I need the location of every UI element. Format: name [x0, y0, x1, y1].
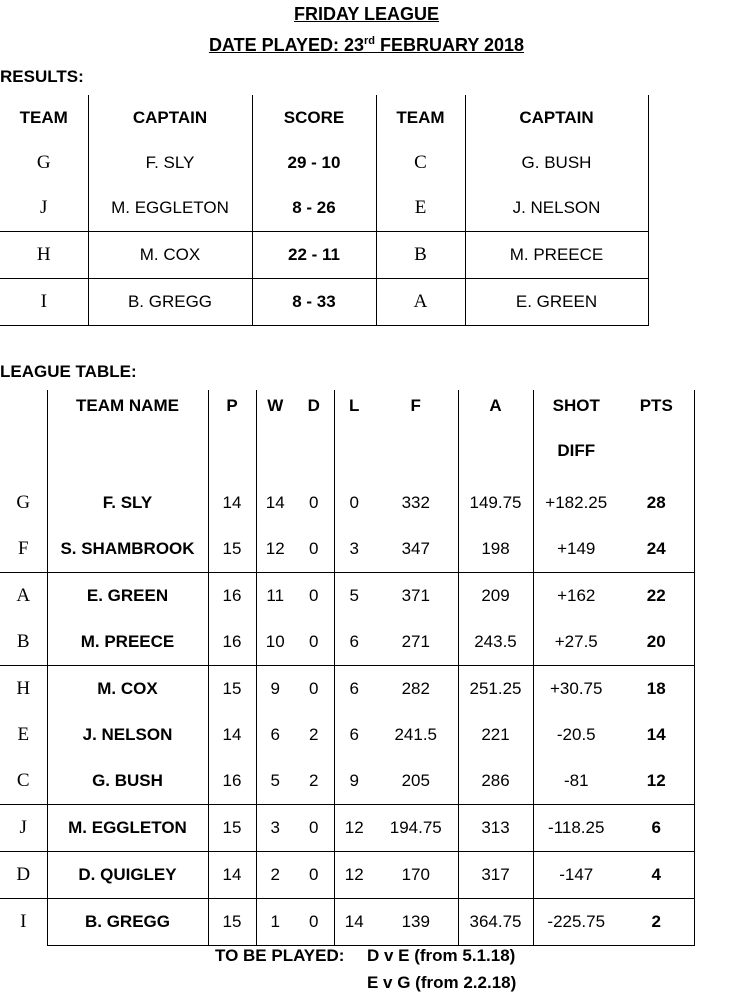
league-drawn: 0 — [294, 526, 334, 573]
league-team-letter: A — [0, 573, 47, 620]
league-shot-diff: +162 — [557, 586, 596, 605]
table-row — [0, 899, 694, 946]
to-be-played-label: TO BE PLAYED: — [215, 946, 345, 965]
league-header-drawn: D — [294, 390, 334, 421]
league-shot-diff: +30.75 — [550, 679, 603, 698]
league-lost: 12 — [334, 805, 374, 852]
league-for: 205 — [374, 758, 458, 805]
results-team: H — [0, 232, 88, 279]
league-header-blank — [208, 421, 256, 480]
league-shot-diff: -147 — [533, 852, 619, 899]
league-won: 3 — [256, 805, 294, 852]
league-for: 139 — [374, 899, 458, 946]
results-team-2: C — [376, 140, 465, 185]
results-captain-2: J. NELSON — [465, 185, 648, 232]
league-team-letter: D — [0, 852, 47, 899]
league-against: 221 — [458, 712, 533, 758]
league-lost: 6 — [349, 679, 359, 698]
league-played: 15 — [208, 899, 256, 946]
results-header-captain-2: CAPTAIN — [465, 95, 648, 140]
league-header-team-name: TEAM NAME — [47, 390, 208, 421]
results-captain: M. EGGLETON — [88, 185, 252, 232]
league-for: 282 — [374, 666, 458, 713]
league-shot-diff: -225.75 — [533, 899, 619, 946]
league-drawn: 0 — [294, 480, 334, 526]
league-against: 243.5 — [458, 619, 533, 666]
league-team-letter: C — [0, 758, 47, 805]
league-header-blank — [294, 421, 334, 480]
league-played: 14 — [208, 480, 256, 526]
results-header-captain: CAPTAIN — [88, 95, 252, 140]
league-shot-diff: +182.25 — [545, 493, 608, 512]
league-points: 12 — [619, 758, 694, 805]
league-lost: 12 — [334, 852, 374, 899]
date-suffix-ordinal: rd — [363, 35, 375, 47]
league-played: 15 — [208, 805, 256, 852]
league-header-blank — [374, 421, 458, 480]
table-row — [0, 185, 648, 232]
league-shot-diff: +27.5 — [533, 619, 619, 666]
table-row — [0, 712, 694, 758]
league-drawn: 0 — [294, 852, 334, 899]
league-for: 332 — [374, 480, 458, 526]
league-for: 271 — [374, 619, 458, 666]
table-row — [0, 480, 694, 526]
league-points: 24 — [619, 526, 694, 573]
league-drawn: 0 — [294, 805, 334, 852]
results-score: 8 - 33 — [252, 279, 376, 326]
league-points: 4 — [619, 852, 694, 899]
league-won: 14 — [265, 493, 285, 512]
fixture-2: E v G (from 2.2.18) — [367, 973, 517, 992]
league-team-name: G. BUSH — [47, 758, 208, 805]
table-row — [0, 573, 694, 620]
results-captain-2: E. GREEN — [465, 279, 648, 326]
league-drawn: 0 — [294, 666, 334, 713]
league-played: 16 — [208, 758, 256, 805]
league-header-played: P — [208, 390, 256, 421]
league-won: 10 — [256, 619, 294, 666]
results-label: RESULTS: — [0, 67, 84, 86]
league-shot-diff: -81 — [533, 758, 619, 805]
league-for: 170 — [374, 852, 458, 899]
results-captain: F. SLY — [88, 140, 252, 185]
results-header-row — [0, 95, 648, 140]
league-team-letter: E — [0, 712, 47, 758]
league-played: 14 — [208, 852, 256, 899]
league-header-row — [0, 390, 694, 421]
league-for: 347 — [374, 526, 458, 573]
league-drawn: 0 — [294, 899, 334, 946]
league-points: 20 — [619, 619, 694, 666]
results-team-2: A — [376, 279, 465, 326]
date-prefix: DATE PLAYED: 23 — [208, 35, 364, 55]
table-row — [0, 852, 694, 899]
league-team-name: M. PREECE — [47, 619, 208, 666]
league-won: 1 — [256, 899, 294, 946]
league-header-won: W — [267, 395, 284, 415]
league-points: 2 — [619, 899, 694, 946]
results-score: 29 - 10 — [252, 140, 376, 185]
league-against: 198 — [458, 526, 533, 573]
league-team-letter: I — [0, 899, 47, 946]
league-header-diff: DIFF — [557, 440, 596, 460]
league-for: 371 — [374, 573, 458, 620]
results-header-score: SCORE — [252, 95, 376, 140]
date-month-year: FEBRUARY 2018 — [374, 35, 525, 55]
league-header-blank — [47, 421, 208, 480]
league-drawn: 2 — [294, 712, 334, 758]
league-lost: 5 — [349, 586, 359, 605]
league-against: 209 — [458, 573, 533, 620]
league-header-blank — [334, 421, 374, 480]
table-row — [0, 279, 648, 326]
league-team-letter: F — [0, 526, 47, 573]
league-against: 286 — [458, 758, 533, 805]
league-points: 14 — [619, 712, 694, 758]
league-team-letter: G — [0, 480, 47, 526]
league-shot-diff: +149 — [533, 526, 619, 573]
league-played: 16 — [208, 573, 256, 620]
league-against: 313 — [458, 805, 533, 852]
league-against: 364.75 — [458, 899, 533, 946]
league-team-name: M. COX — [47, 666, 208, 713]
league-header-blank — [0, 390, 47, 421]
results-team: J — [0, 185, 88, 232]
fixture-1: D v E (from 5.1.18) — [367, 946, 516, 965]
league-drawn: 0 — [294, 573, 334, 620]
results-captain-2: G. BUSH — [465, 140, 648, 185]
results-header-team-2: TEAM — [376, 95, 465, 140]
results-captain-2: M. PREECE — [465, 232, 648, 279]
table-row — [0, 140, 648, 185]
league-played: 16 — [208, 619, 256, 666]
results-header-team: TEAM — [0, 95, 88, 140]
league-header-blank — [458, 421, 533, 480]
table-row — [0, 619, 694, 666]
league-lost: 6 — [334, 619, 374, 666]
league-team-name: F. SLY — [47, 480, 208, 526]
league-team-name: B. GREGG — [47, 899, 208, 946]
league-header-against: A — [458, 390, 533, 421]
table-row — [0, 758, 694, 805]
league-won: 5 — [256, 758, 294, 805]
league-lost: 9 — [334, 758, 374, 805]
results-captain: B. GREGG — [88, 279, 252, 326]
league-shot-diff: -20.5 — [556, 725, 596, 744]
league-team-name: D. QUIGLEY — [47, 852, 208, 899]
league-team-letter: H — [0, 666, 47, 713]
league-won: 2 — [256, 852, 294, 899]
table-row — [0, 805, 694, 852]
table-row — [0, 526, 694, 573]
results-captain: M. COX — [88, 232, 252, 279]
table-row — [0, 666, 694, 713]
results-score: 22 - 11 — [252, 232, 376, 279]
table-row — [0, 232, 648, 279]
league-header-blank — [0, 421, 47, 480]
results-table — [0, 95, 649, 326]
results-team: I — [0, 279, 88, 326]
league-table-label: LEAGUE TABLE: — [0, 362, 137, 381]
league-points: 6 — [619, 805, 694, 852]
league-won: 12 — [256, 526, 294, 573]
league-won: 11 — [266, 586, 285, 605]
date-played — [0, 35, 733, 56]
league-header-blank — [256, 421, 294, 480]
results-team: G — [0, 140, 88, 185]
results-team-2: E — [376, 185, 465, 232]
league-team-letter: B — [0, 619, 47, 666]
league-lost: 6 — [349, 725, 359, 744]
league-team-letter: J — [0, 805, 47, 852]
results-score: 8 - 26 — [252, 185, 376, 232]
league-team-name: S. SHAMBROOK — [47, 526, 208, 573]
league-for: 194.75 — [374, 805, 458, 852]
page-title: FRIDAY LEAGUE — [293, 4, 440, 24]
league-lost: 14 — [334, 899, 374, 946]
league-lost: 3 — [334, 526, 374, 573]
league-against: 149.75 — [458, 480, 533, 526]
league-points: 18 — [619, 666, 694, 713]
league-lost: 0 — [349, 493, 359, 512]
league-won: 9 — [270, 679, 280, 698]
league-won: 6 — [270, 725, 280, 744]
league-played: 14 — [208, 712, 256, 758]
league-played: 15 — [208, 666, 256, 713]
league-header-row-2 — [0, 421, 694, 480]
league-played: 15 — [208, 526, 256, 573]
league-header-blank — [619, 421, 694, 480]
league-shot-diff: -118.25 — [533, 805, 619, 852]
league-team-name: E. GREEN — [47, 573, 208, 620]
league-team-name: M. EGGLETON — [47, 805, 208, 852]
league-for: 241.5 — [374, 712, 458, 758]
league-drawn: 0 — [294, 619, 334, 666]
league-against: 317 — [458, 852, 533, 899]
league-team-name: J. NELSON — [47, 712, 208, 758]
league-header-for: F — [374, 390, 458, 421]
league-points: 28 — [619, 480, 694, 526]
league-against: 251.25 — [458, 666, 533, 713]
league-drawn: 2 — [294, 758, 334, 805]
results-team-2: B — [376, 232, 465, 279]
league-table — [0, 390, 695, 946]
league-header-lost: L — [349, 395, 360, 415]
league-header-pts: PTS — [619, 390, 694, 421]
league-points: 22 — [619, 573, 694, 620]
league-header-shot: SHOT — [552, 395, 600, 415]
